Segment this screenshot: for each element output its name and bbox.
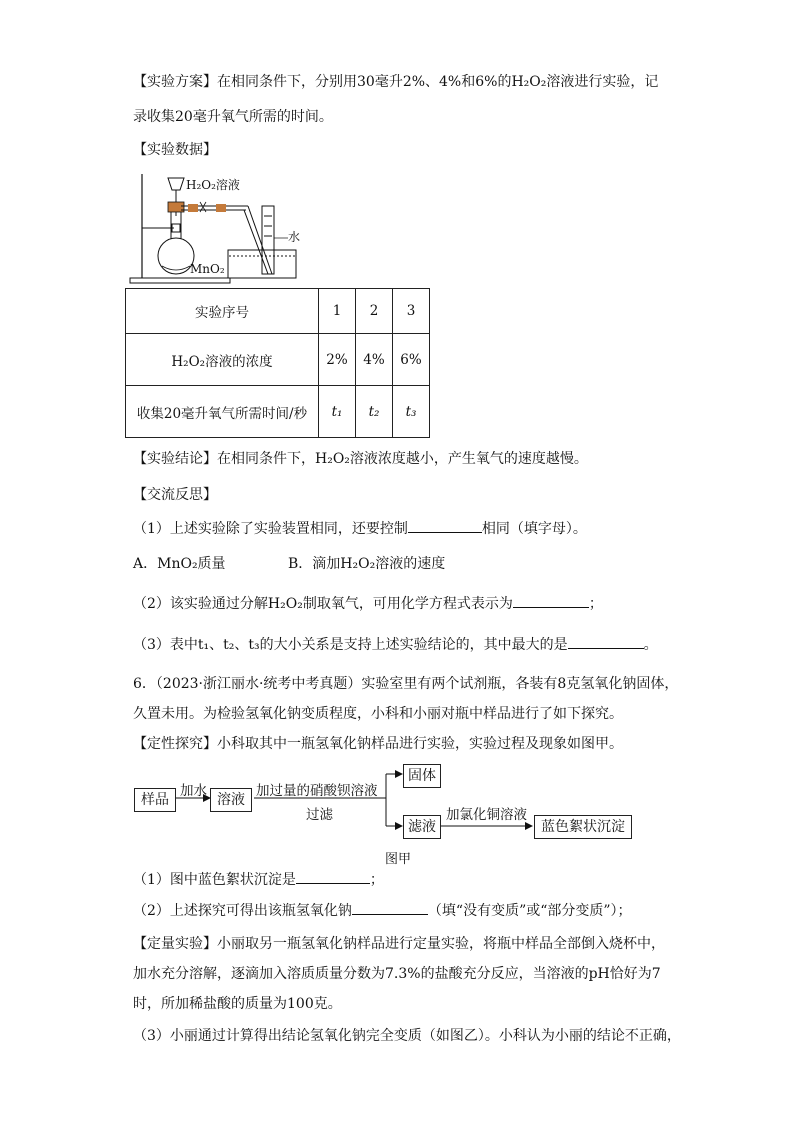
plan-line-2: 录收集20毫升氧气所需的时间。: [133, 109, 333, 125]
plan-line-1: 【实验方案】在相同条件下，分别用30毫升2%、4%和6%的H₂O₂溶液进行实验，记: [133, 74, 659, 90]
flow-label-add-water: 加水: [180, 783, 207, 799]
flow-box-sample: 样品: [134, 788, 176, 812]
problem-6-line-5: 加水充分溶解，逐滴加入溶质质量分数为7.3%的盐酸充分反应，当溶液的pH恰好为7: [133, 966, 661, 982]
table-cell: 2%: [319, 334, 356, 386]
question-6-1-text: （1）图中蓝色絮状沉淀是: [133, 872, 296, 888]
table-cell: 3: [393, 289, 430, 334]
table-row: [126, 334, 430, 386]
table-cell: t₂: [356, 386, 393, 438]
data-table: [125, 288, 430, 438]
question-3: [133, 634, 658, 656]
question-2-text: （2）该实验通过分解H₂O₂制取氧气，可用化学方程式表示为: [133, 596, 513, 612]
table-cell: 4%: [356, 334, 393, 386]
label-h2o2: H₂O₂溶液: [186, 178, 240, 192]
question-2: [133, 593, 603, 615]
table-cell: 6%: [393, 334, 430, 386]
question-6-2-suffix: （填“没有变质”或“部分变质”）；: [427, 903, 632, 919]
problem-6-line-6: 时，所加稀盐酸的质量为100克。: [133, 996, 342, 1012]
answer-blank-2[interactable]: [513, 593, 589, 608]
conclusion-line: 【实验结论】在相同条件下，H₂O₂溶液浓度越小，产生氧气的速度越慢。: [133, 451, 588, 467]
table-head-cell: 实验序号: [126, 289, 319, 334]
table-head-cell: H₂O₂溶液的浓度: [126, 334, 319, 386]
problem-6-line-1: 6．（2023·浙江丽水·统考中考真题）实验室里有两个试剂瓶，各装有8克氢氧化钠固体，: [133, 676, 679, 692]
flow-diagram-arrows: [130, 760, 650, 860]
answer-blank-6-2[interactable]: [352, 900, 428, 915]
question-1: [133, 518, 587, 540]
flow-box-filtrate: 滤液: [403, 815, 441, 839]
flow-box-solid: 固体: [403, 764, 441, 788]
question-6-1-suffix: ；: [369, 872, 384, 888]
option-b: B．滴加H₂O₂溶液的速度: [288, 556, 446, 572]
question-6-1: [133, 869, 384, 891]
question-3-text: （3）表中t₁、t₂、t₃的大小关系是支持上述实验结论的，其中最大的是: [133, 637, 568, 653]
question-1-suffix: 相同（填字母）。: [481, 521, 587, 537]
flow-label-filter: 过滤: [306, 807, 333, 823]
question-2-suffix: ；: [588, 596, 603, 612]
table-head-cell: 收集20毫升氧气所需时间/秒: [126, 386, 319, 438]
flow-box-solution: 溶液: [210, 788, 252, 812]
problem-6-line-3: 【定性探究】小科取其中一瓶氢氧化钠样品进行实验，实验过程及现象如图甲。: [133, 736, 623, 752]
answer-blank-6-1[interactable]: [296, 869, 370, 884]
question-6-3: （3）小丽通过计算得出结论氢氧化钠完全变质（如图乙）。小科认为小丽的结论不正确，: [133, 1028, 681, 1044]
problem-6-line-2: 久置未用。为检验氢氧化钠变质程度，小科和小丽对瓶中样品进行了如下探究。: [133, 706, 623, 722]
label-water: 水: [288, 230, 301, 244]
table-cell: t₁: [319, 386, 356, 438]
option-a: A．MnO₂质量: [133, 556, 226, 572]
question-3-suffix: 。: [643, 637, 658, 653]
figure-caption-jia: 图甲: [385, 852, 412, 867]
reflect-heading: 【交流反思】: [133, 487, 217, 503]
answer-blank-1[interactable]: [408, 518, 482, 533]
question-1-text: （1）上述实验除了实验装置相同，还要控制: [133, 521, 408, 537]
flow-label-add-cucl2: 加氯化铜溶液: [446, 807, 527, 823]
table-row: [126, 289, 430, 334]
table-cell: 1: [319, 289, 356, 334]
flow-box-precipitate: 蓝色絮状沉淀: [534, 815, 632, 839]
table-cell: t₃: [393, 386, 430, 438]
question-6-2: [133, 900, 632, 922]
problem-6-line-4: 【定量实验】小丽取另一瓶氢氧化钠样品进行定量实验，将瓶中样品全部倒入烧杯中，: [133, 936, 665, 952]
answer-blank-3[interactable]: [568, 634, 644, 649]
question-6-2-text: （2）上述探究可得出该瓶氢氧化钠: [133, 903, 352, 919]
table-row: [126, 386, 430, 438]
flow-label-add-nitrate: 加过量的硝酸钡溶液: [256, 783, 378, 799]
data-heading: 【实验数据】: [133, 142, 217, 158]
table-cell: 2: [356, 289, 393, 334]
label-mno2: MnO₂: [190, 262, 225, 276]
